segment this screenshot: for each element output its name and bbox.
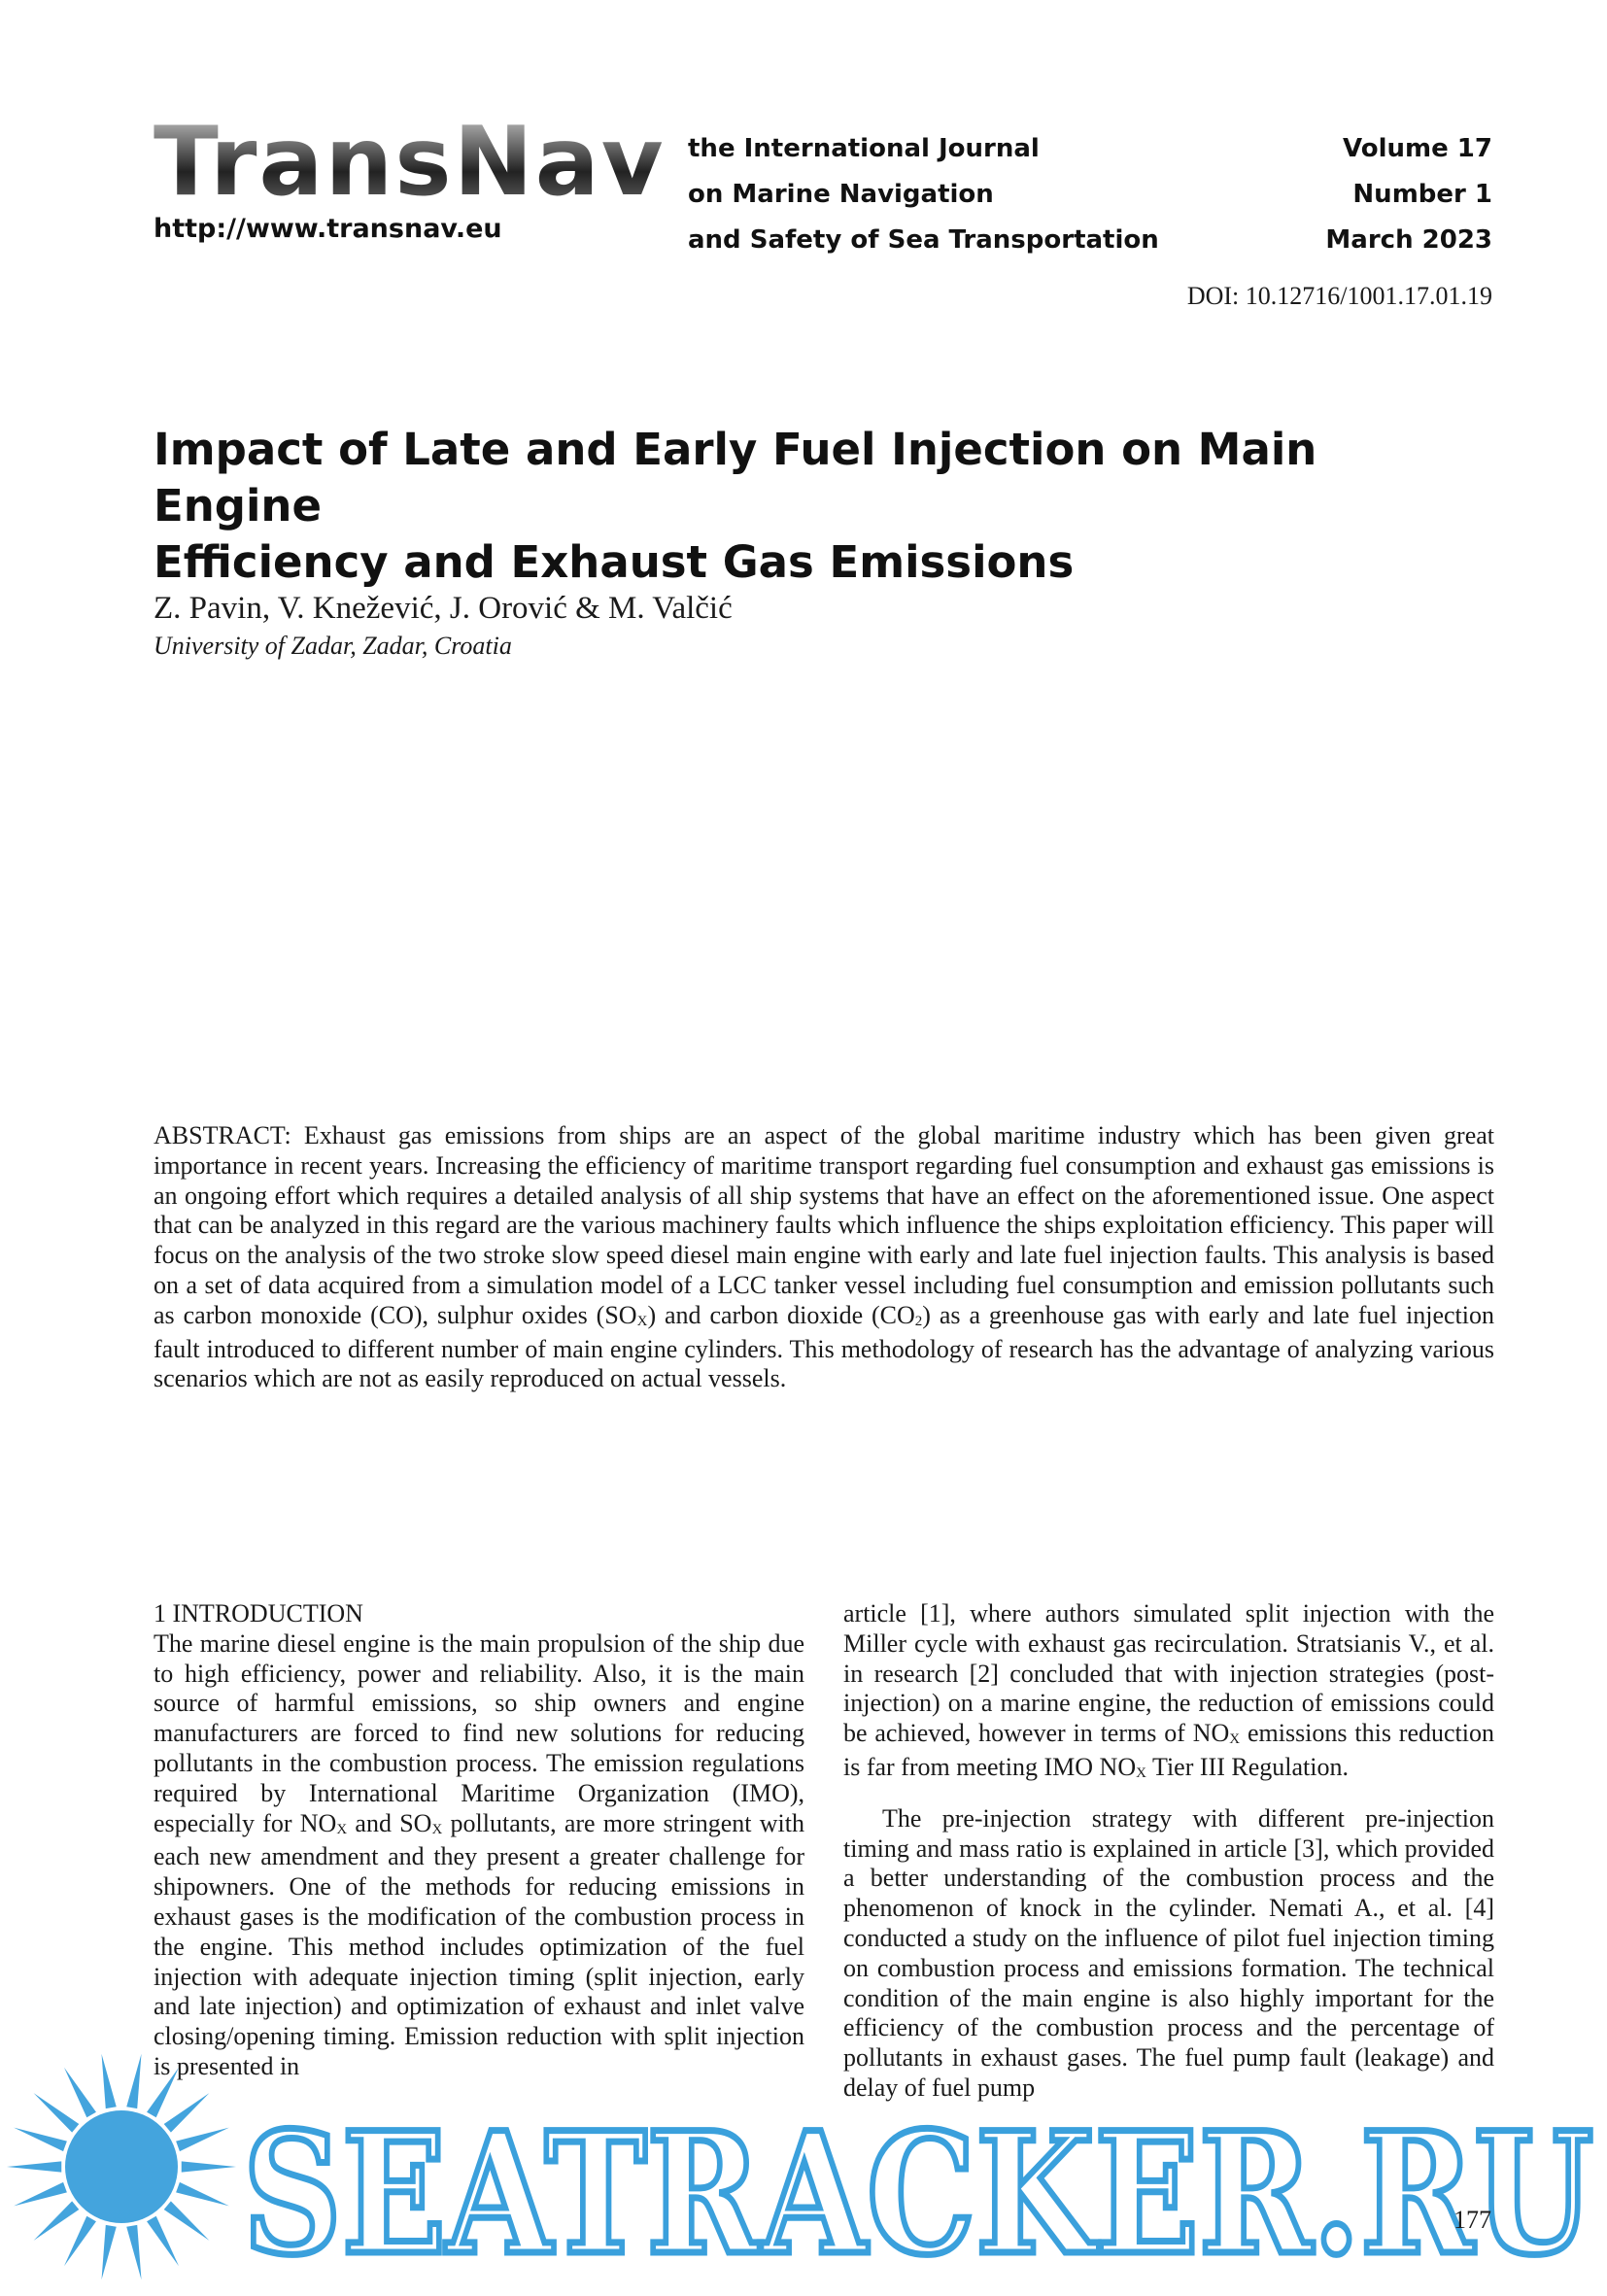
sun-ray (176, 2182, 229, 2206)
journal-name (688, 126, 1159, 263)
sun-ray (164, 2093, 210, 2132)
abstract-text: ABSTRACT: Exhaust gas emissions from ships are an aspect of the global maritime industry which has been given great importance in recent years. Increasing the efficiency of maritime transport regarding fuel consumption and exhaust gas emissions is an ongoing effort which requires a detailed analysis of all ship systems that have an effect on the aforementioned issue. One aspect that can be analyzed in this regard are the various machinery faults which influence the ships exploitation efficiency. This paper will focus on the analysis of the two stroke slow speed diesel main engine with early and late fuel injection faults. This analysis is based on a set of data acquired from a simulation model of a LCC tanker vessel including fuel consumption and emission pollutants such as carbon monoxide (CO), sulphur oxides (SO (154, 1121, 1494, 1329)
sun-ray (14, 2182, 67, 2206)
issue-date: March 2023 (1325, 225, 1492, 255)
sun-ray (126, 2225, 141, 2279)
section-heading: 1 INTRODUCTION (154, 1599, 363, 1628)
subscript: 2 (914, 1313, 923, 1329)
sun-ray (126, 2054, 141, 2108)
sun-ray (176, 2128, 229, 2151)
journal-logo (154, 107, 666, 244)
sun-ray (147, 2216, 179, 2267)
sun-ray (102, 2225, 117, 2279)
issue-info (1325, 126, 1492, 263)
paragraph-text: emissions this reduction is far from meeting IMO NO (843, 1719, 1494, 1781)
sun-ray (7, 2161, 61, 2172)
paragraph-text: article [1], where authors simulated split injection with the Miller cycle with exhaust gas recirculation. Stratsianis V., et al. in research [2] concluded that with injection strategies (post-injection) on a marine engine, the reduction of emissions could be achieved, however in terms of NO (843, 1599, 1494, 1748)
logo-text: TransNav (154, 107, 666, 218)
paragraph-text: pollutants, are more stringent with each new amendment and they present a greater challenge for shipowners. One of the methods for reducing emissions in exhaust gases is the modification of the combustion process in the engine. This method includes optimization of the fuel injection with adequate injection timing (split injection, early and late injection) and optimization of exhaust and inlet valve closing/opening timing. Emission reduction with split injection is presented in (154, 1808, 804, 2080)
paragraph (843, 1599, 1494, 1787)
subscript: X (1229, 1731, 1241, 1748)
affiliation: University of Zadar, Zadar, Croatia (154, 632, 512, 660)
subscript: X (336, 1821, 348, 1837)
journal-url[interactable]: http://www.transnav.eu (154, 214, 502, 244)
journal-name-line: on Marine Navigation (688, 180, 994, 209)
paragraph (154, 1629, 804, 2082)
page-number: 177 (1453, 2206, 1491, 2234)
issue-number: Number 1 (1352, 180, 1492, 209)
paragraph-text: The marine diesel engine is the main propulsion of the ship due to high efficiency, power and reliability. Also, it is the main source of harmful emissions, so ship owners and engine manufacturers are forced to find new solutions for reducing pollutants in the combustion process. The emission regulations required by International Maritime Organization (IMO), especially for NO (154, 1628, 804, 1837)
sun-ray (34, 2201, 80, 2240)
sun-ray (164, 2201, 210, 2240)
abstract-text: ) as a greenhouse gas with early and late fuel injection fault introduced to different number of main engine cylinders. This methodology of research has the advantage of analyzing various scenarios which are not as easily reproduced on actual vessels. (154, 1300, 1494, 1393)
sun-ray (64, 2216, 96, 2267)
paragraph: The pre-injection strategy with different pre-injection timing and mass ratio is explained in article [3], which provided a better understanding of the combustion process and the phenomenon of knock in the cylinder. Nemati A., et al. [4] conducted a study on the influence of pilot fuel injection timing on combustion process and emissions formation. The technical condition of the main engine is also highly important for the efficiency of the combustion process and the percentage of pollutants in exhaust gases. The fuel pump fault (leakage) and delay of fuel pump (843, 1803, 1494, 2102)
column-right (843, 1599, 1494, 2104)
watermark-text: SEATRACKER.RU (243, 2095, 1593, 2292)
volume: Volume 17 (1343, 134, 1492, 163)
title-line: Impact of Late and Early Fuel Injection on Main Engine (154, 424, 1317, 531)
title-line: Efficiency and Exhaust Gas Emissions (154, 536, 1075, 588)
doi[interactable]: DOI: 10.12716/1001.17.01.19 (1186, 282, 1492, 310)
abstract-text: ) and carbon dioxide (CO (647, 1300, 915, 1329)
watermark (0, 2040, 1607, 2296)
paragraph-text: Tier III Regulation. (1145, 1752, 1349, 1781)
sun-ray (14, 2128, 67, 2151)
paper-title (154, 422, 1494, 591)
column-left (154, 1599, 804, 2082)
sun-ray (182, 2161, 236, 2172)
subscript: X (636, 1313, 648, 1329)
paragraph-text: and SO (347, 1808, 432, 1837)
subscript: X (1136, 1765, 1146, 1781)
subscript: X (431, 1821, 443, 1837)
authors: Z. Pavin, V. Knežević, J. Orović & M. Valčić (154, 591, 733, 626)
sun-ray (34, 2093, 80, 2132)
sun-ray (147, 2068, 179, 2118)
sun-ray (64, 2068, 96, 2118)
sun-ray (102, 2054, 117, 2108)
sun-icon (7, 2054, 236, 2279)
journal-name-line: the International Journal (688, 134, 1040, 163)
journal-name-line: and Safety of Sea Transportation (688, 225, 1159, 255)
abstract (154, 1121, 1494, 1394)
